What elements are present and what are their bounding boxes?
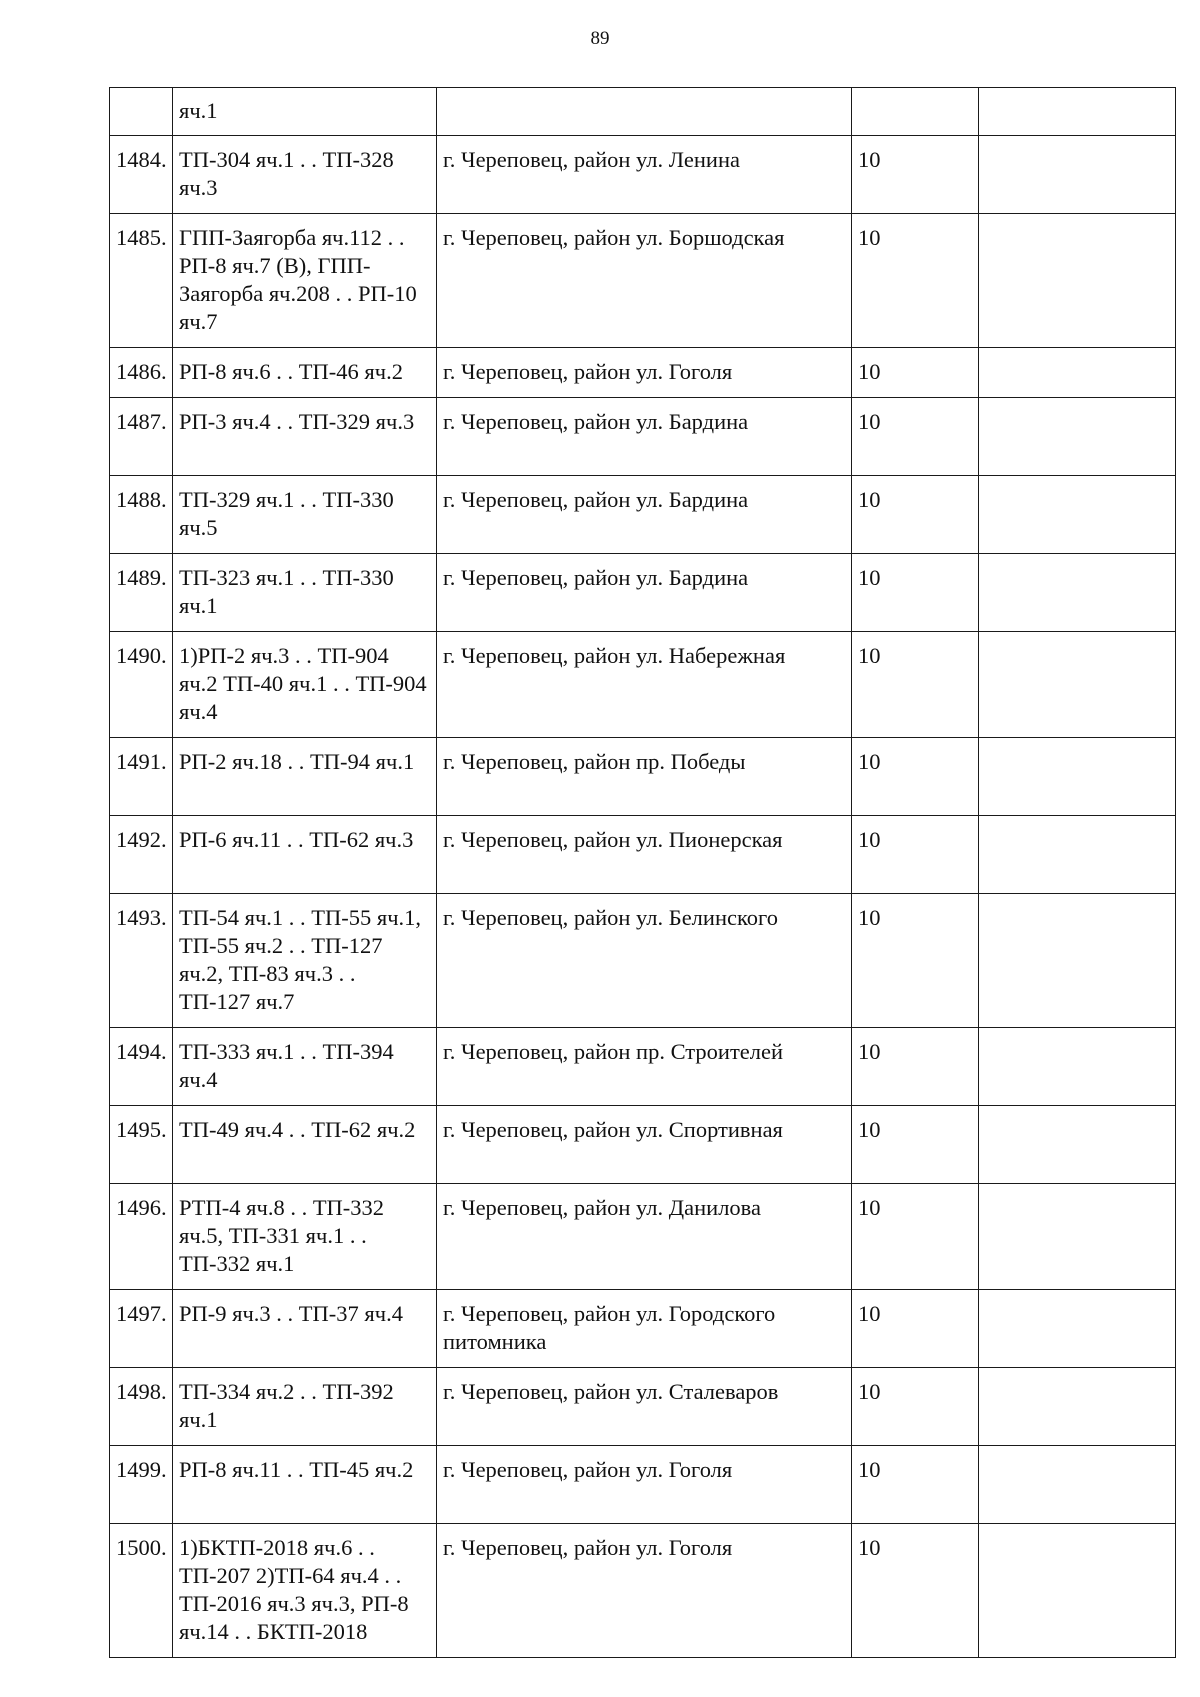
voltage-cell: 10 (852, 554, 979, 632)
row-number-cell: 1485. (110, 214, 173, 348)
line-name-cell: РП-8 яч.6 . . ТП-46 яч.2 (173, 348, 437, 398)
table-row (110, 816, 1176, 894)
line-name-cell: ТП-329 яч.1 . . ТП-330 яч.5 (173, 476, 437, 554)
line-name-cell: ТП-333 яч.1 . . ТП-394 яч.4 (173, 1028, 437, 1106)
location-cell: г. Череповец, район ул. Бардина (437, 476, 852, 554)
line-name-cell: ТП-323 яч.1 . . ТП-330 яч.1 (173, 554, 437, 632)
location-cell: г. Череповец, район ул. Спортивная (437, 1106, 852, 1184)
table-row (110, 1368, 1176, 1446)
line-name-cell: РП-9 яч.3 . . ТП-37 яч.4 (173, 1290, 437, 1368)
voltage-cell: 10 (852, 1106, 979, 1184)
row-number-cell: 1492. (110, 816, 173, 894)
table-row (110, 1446, 1176, 1524)
line-name-cell: 1)БКТП-2018 яч.6 . . ТП-207 2)ТП-64 яч.4 . . ТП-2016 яч.3 яч.3, РП-8 яч.14 . . БКТП-2018 (173, 1524, 437, 1658)
register-table (109, 87, 1176, 1658)
extra-cell (979, 1184, 1176, 1290)
table-row (110, 348, 1176, 398)
line-name-cell: яч.1 (173, 88, 437, 136)
voltage-cell: 10 (852, 894, 979, 1028)
extra-cell (979, 136, 1176, 214)
table-row (110, 476, 1176, 554)
table-body (110, 88, 1176, 1658)
table-row (110, 398, 1176, 476)
table-row (110, 1290, 1176, 1368)
table-row (110, 738, 1176, 816)
extra-cell (979, 554, 1176, 632)
voltage-cell: 10 (852, 816, 979, 894)
location-cell: г. Череповец, район пр. Победы (437, 738, 852, 816)
line-name-cell: ТП-54 яч.1 . . ТП-55 яч.1, ТП-55 яч.2 . . ТП-127 яч.2, ТП-83 яч.3 . . ТП-127 яч.7 (173, 894, 437, 1028)
row-number-cell: 1493. (110, 894, 173, 1028)
row-number-cell (110, 88, 173, 136)
voltage-cell: 10 (852, 1368, 979, 1446)
line-name-cell: РП-6 яч.11 . . ТП-62 яч.3 (173, 816, 437, 894)
table-row (110, 1524, 1176, 1658)
location-cell: г. Череповец, район ул. Бардина (437, 554, 852, 632)
row-number-cell: 1487. (110, 398, 173, 476)
table-row (110, 1028, 1176, 1106)
row-number-cell: 1496. (110, 1184, 173, 1290)
table-row (110, 1106, 1176, 1184)
location-cell: г. Череповец, район ул. Гоголя (437, 1446, 852, 1524)
voltage-cell: 10 (852, 738, 979, 816)
voltage-cell: 10 (852, 348, 979, 398)
location-cell: г. Череповец, район ул. Белинского (437, 894, 852, 1028)
voltage-cell: 10 (852, 1184, 979, 1290)
table-row (110, 136, 1176, 214)
row-number-cell: 1495. (110, 1106, 173, 1184)
voltage-cell: 10 (852, 1028, 979, 1106)
location-cell: г. Череповец, район ул. Данилова (437, 1184, 852, 1290)
extra-cell (979, 738, 1176, 816)
row-number-cell: 1500. (110, 1524, 173, 1658)
location-cell: г. Череповец, район ул. Набережная (437, 632, 852, 738)
location-cell: г. Череповец, район ул. Гоголя (437, 1524, 852, 1658)
row-number-cell: 1489. (110, 554, 173, 632)
line-name-cell: ТП-334 яч.2 . . ТП-392 яч.1 (173, 1368, 437, 1446)
table-row (110, 894, 1176, 1028)
location-cell (437, 88, 852, 136)
extra-cell (979, 1446, 1176, 1524)
row-number-cell: 1490. (110, 632, 173, 738)
line-name-cell: РП-2 яч.18 . . ТП-94 яч.1 (173, 738, 437, 816)
voltage-cell: 10 (852, 214, 979, 348)
line-name-cell: РТП-4 яч.8 . . ТП-332 яч.5, ТП-331 яч.1 . . ТП-332 яч.1 (173, 1184, 437, 1290)
line-name-cell: 1)РП-2 яч.3 . . ТП-904 яч.2 ТП-40 яч.1 . . ТП-904 яч.4 (173, 632, 437, 738)
extra-cell (979, 894, 1176, 1028)
extra-cell (979, 1028, 1176, 1106)
location-cell: г. Череповец, район пр. Строителей (437, 1028, 852, 1106)
voltage-cell: 10 (852, 1524, 979, 1658)
line-name-cell: ТП-304 яч.1 . . ТП-328 яч.3 (173, 136, 437, 214)
line-name-cell: ТП-49 яч.4 . . ТП-62 яч.2 (173, 1106, 437, 1184)
row-number-cell: 1484. (110, 136, 173, 214)
row-number-cell: 1494. (110, 1028, 173, 1106)
table-row (110, 214, 1176, 348)
row-number-cell: 1499. (110, 1446, 173, 1524)
row-number-cell: 1491. (110, 738, 173, 816)
row-number-cell: 1498. (110, 1368, 173, 1446)
row-number-cell: 1488. (110, 476, 173, 554)
page-number: 89 (590, 28, 610, 49)
row-number-cell: 1497. (110, 1290, 173, 1368)
extra-cell (979, 476, 1176, 554)
extra-cell (979, 1106, 1176, 1184)
location-cell: г. Череповец, район ул. Ленина (437, 136, 852, 214)
extra-cell (979, 214, 1176, 348)
extra-cell (979, 348, 1176, 398)
voltage-cell (852, 88, 979, 136)
location-cell: г. Череповец, район ул. Бардина (437, 398, 852, 476)
location-cell: г. Череповец, район ул. Боршодская (437, 214, 852, 348)
extra-cell (979, 1290, 1176, 1368)
extra-cell (979, 398, 1176, 476)
location-cell: г. Череповец, район ул. Сталеваров (437, 1368, 852, 1446)
extra-cell (979, 632, 1176, 738)
table-row (110, 554, 1176, 632)
voltage-cell: 10 (852, 632, 979, 738)
extra-cell (979, 88, 1176, 136)
voltage-cell: 10 (852, 136, 979, 214)
extra-cell (979, 1368, 1176, 1446)
row-number-cell: 1486. (110, 348, 173, 398)
location-cell: г. Череповец, район ул. Пионерская (437, 816, 852, 894)
line-name-cell: РП-3 яч.4 . . ТП-329 яч.3 (173, 398, 437, 476)
extra-cell (979, 816, 1176, 894)
extra-cell (979, 1524, 1176, 1658)
location-cell: г. Череповец, район ул. Гоголя (437, 348, 852, 398)
voltage-cell: 10 (852, 476, 979, 554)
table-row-continued (110, 88, 1176, 136)
location-cell: г. Череповец, район ул. Городского питомника (437, 1290, 852, 1368)
table-row (110, 632, 1176, 738)
voltage-cell: 10 (852, 1290, 979, 1368)
voltage-cell: 10 (852, 398, 979, 476)
table-row (110, 1184, 1176, 1290)
line-name-cell: ГПП-Заягорба яч.112 . . РП-8 яч.7 (В), ГПП-Заягорба яч.208 . . РП-10 яч.7 (173, 214, 437, 348)
voltage-cell: 10 (852, 1446, 979, 1524)
line-name-cell: РП-8 яч.11 . . ТП-45 яч.2 (173, 1446, 437, 1524)
